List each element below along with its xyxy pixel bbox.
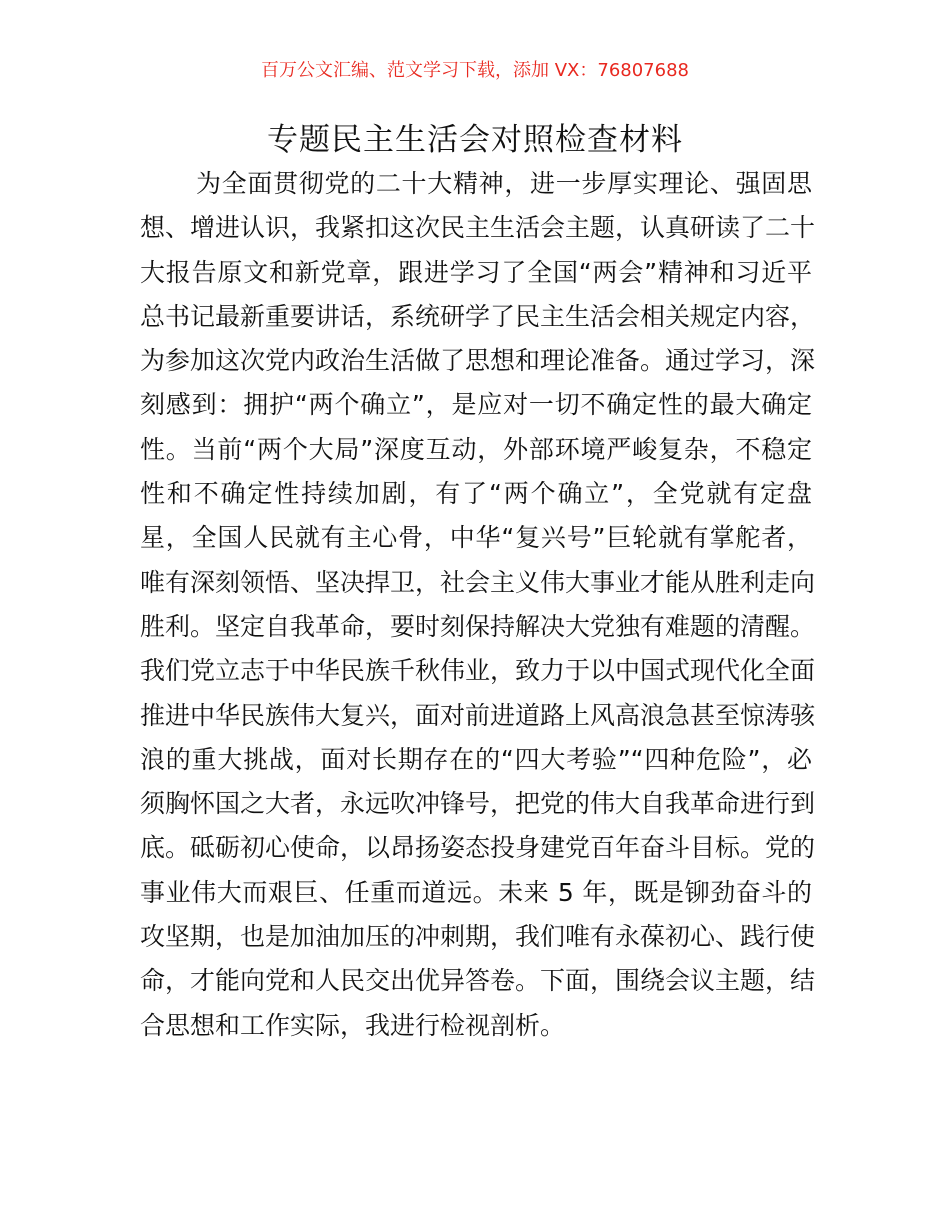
paragraph-line: 浪的重大挑战，面对长期存在的“四大考验”“四种危险”，必 bbox=[140, 744, 812, 774]
document-body bbox=[140, 162, 816, 1048]
paragraph-line: 刻感到：拥护“两个确立”，是应对一切不确定性的最大确定 bbox=[140, 390, 812, 420]
paragraph-line: 底。砥砺初心使命，以昂扬姿态投身建党百年奋斗目标。党的 bbox=[140, 833, 816, 863]
paragraph-line: 唯有深刻领悟、坚决捍卫，社会主义伟大事业才能从胜利走向 bbox=[140, 567, 816, 597]
paragraph-line: 性和不确定性持续加剧，有了“两个确立”，全党就有定盘 bbox=[140, 479, 812, 509]
paragraph-line: 须胸怀国之大者，永远吹冲锋号，把党的伟大自我革命进行到 bbox=[140, 789, 816, 819]
paragraph-line: 命，才能向党和人民交出优异答卷。下面，围绕会议主题，结 bbox=[140, 966, 816, 996]
watermark-header: 百万公文汇编、范文学习下载，添加 VX：76807688 bbox=[261, 60, 689, 81]
paragraph-line: 大报告原文和新党章，跟进学习了全国“两会”精神和习近平 bbox=[140, 257, 812, 287]
paragraph-line: 事业伟大而艰巨、任重而道远。未来 5 年，既是铆劲奋斗的 bbox=[140, 877, 812, 907]
paragraph-line: 攻坚期，也是加油加压的冲刺期，我们唯有永葆初心、践行使 bbox=[140, 922, 816, 952]
paragraph-line: 性。当前“两个大局”深度互动，外部环境严峻复杂，不稳定 bbox=[140, 434, 812, 464]
document-title: 专题民主生活会对照检查材料 bbox=[267, 122, 683, 158]
paragraph-line: 胜利。坚定自我革命，要时刻保持解决大党独有难题的清醒。 bbox=[140, 611, 816, 641]
paragraph-line: 想、增进认识，我紧扣这次民主生活会主题，认真研读了二十 bbox=[140, 213, 816, 243]
paragraph-line: 我们党立志于中华民族千秋伟业，致力于以中国式现代化全面 bbox=[140, 656, 816, 686]
paragraph-line: 合思想和工作实际，我进行检视剖析。 bbox=[140, 1010, 566, 1040]
paragraph-line: 推进中华民族伟大复兴，面对前进道路上风高浪急甚至惊涛骇 bbox=[140, 700, 816, 730]
paragraph-line: 星，全国人民就有主心骨，中华“复兴号”巨轮就有掌舵者， bbox=[140, 523, 812, 553]
paragraph-line: 为全面贯彻党的二十大精神，进一步厚实理论、强固思 bbox=[196, 169, 812, 198]
paragraph-line: 为参加这次党内政治生活做了思想和理论准备。通过学习，深 bbox=[140, 346, 816, 376]
paragraph-line: 总书记最新重要讲话，系统研学了民主生活会相关规定内容， bbox=[140, 301, 816, 331]
